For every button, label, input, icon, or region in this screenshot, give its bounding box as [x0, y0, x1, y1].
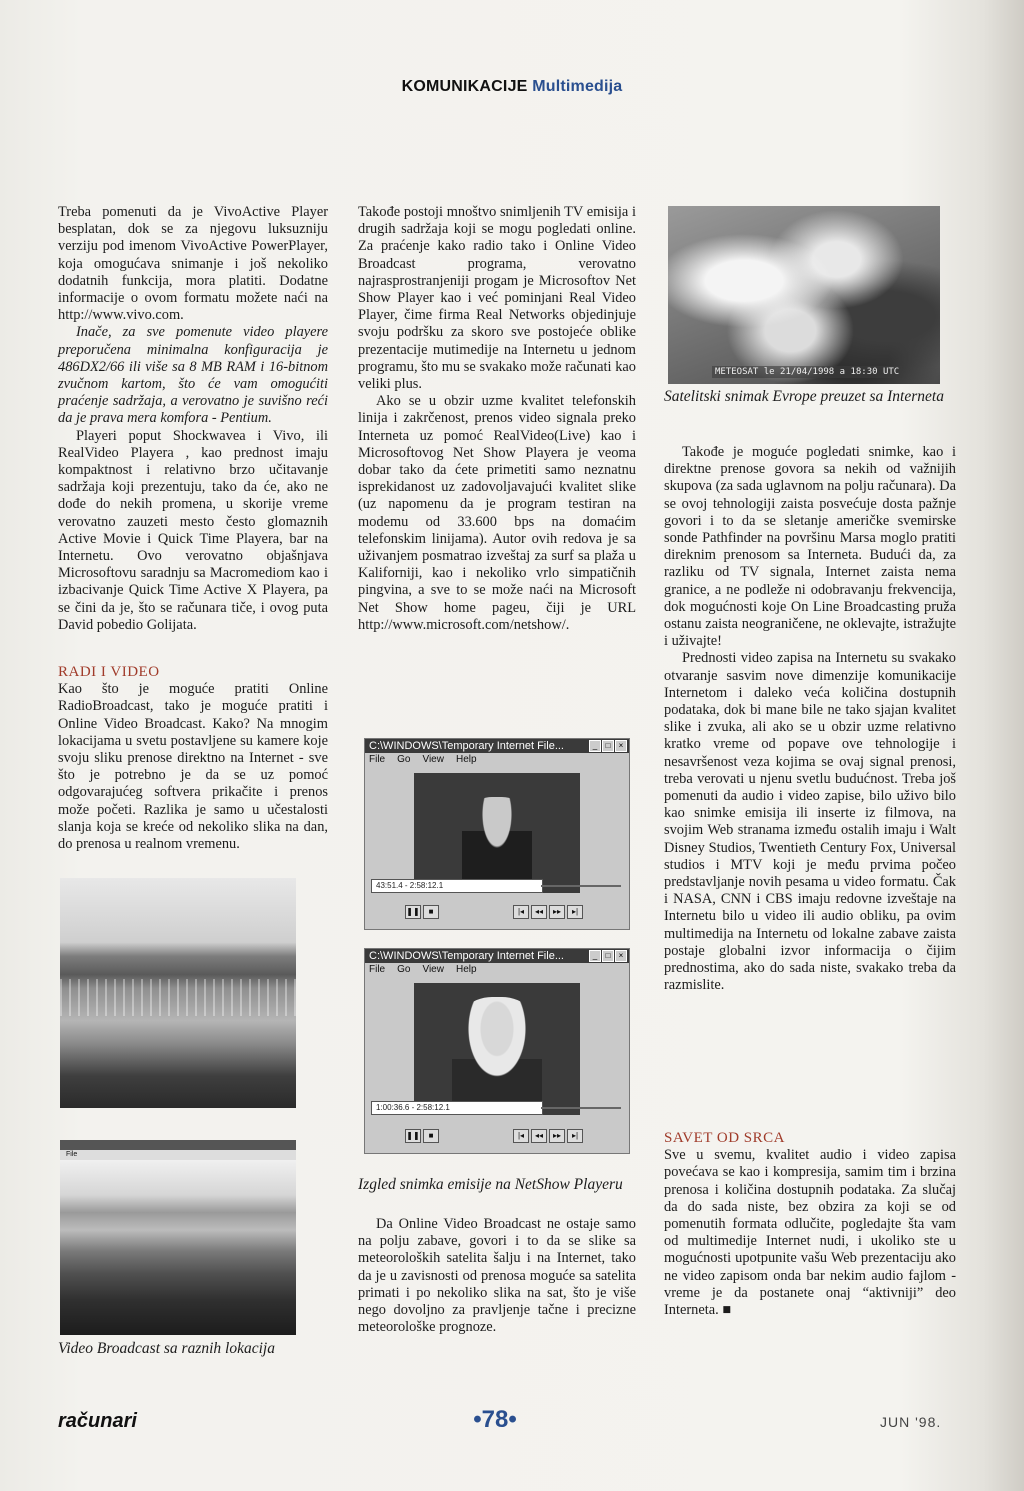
column-1-section — [58, 664, 328, 853]
stop-icon[interactable]: ■ — [423, 1129, 439, 1143]
fast-forward-icon[interactable]: ▸▸ — [549, 905, 565, 919]
window-1-title: C:\WINDOWS\Temporary Internet File... — [369, 740, 564, 752]
maximize-icon[interactable]: □ — [602, 740, 614, 752]
town-image — [60, 1160, 296, 1335]
netshow-caption: Izgled snimka emisije na NetShow Playeru — [358, 1176, 623, 1193]
webcam-window-menu: File — [60, 1150, 296, 1160]
menu-go[interactable]: Go — [397, 964, 411, 975]
satellite-image — [668, 206, 940, 384]
col3-paragraph-2: Prednosti video zapisa na Internetu su svakako otvaranje sasvim nove dimenzije komunikacije Internetom i daleko veća količina dostupnih podataka, dok bi mane bile ne tako sjajan kvalitet slike i zvuka, ali ako se u obzir uzme relativno kratko vreme od popave ove tehnologije i nesavršenost veza kojima se ovaj signal prenosi, treba verovati u njenu svetlu budućnost. Treba još pomenuti da audio i video zapise, bilo uživo bilo kao snimke emisija ili inserte iz filmova, na svojim Web stranama između ostalih imaju i Walt Disney Studios, Twentieth Century Fox, Universal studios i MTV koji je među prvima počeo predstavljanje novih pesama u video formatu. Čak i NASA, CNN i CBS imaju redovne izveštaje na Internetu bilo u video ili audio obliku, pa ovim multimedija na Internetu od lokalne zabave zaista postaje globalni izvor informacija o čijim prednostima, ako do sada niste, svakako treba da razmislite. — [664, 650, 956, 994]
pause-icon[interactable]: ❚❚ — [405, 1129, 421, 1143]
menu-file[interactable]: File — [369, 964, 386, 975]
window-1-titlebar — [365, 739, 629, 753]
window-2-title: C:\WINDOWS\Temporary Internet File... — [369, 950, 564, 962]
menu-go[interactable]: Go — [397, 754, 411, 765]
window-2-seek-slider[interactable] — [541, 1107, 621, 1109]
netshow-window-2 — [364, 948, 630, 1154]
window-2-menubar — [365, 963, 629, 977]
harbor-webcam-photo — [60, 878, 296, 1108]
col3-paragraph-1: Takođe je moguće pogledati snimke, kao i direktne prenose govora sa nekih od važnijih skupova (za sada uglavnom na polju računara). Da se ovoj tehnologiji zaista posvećuje dosta pažnje govori i to da se sletanje američke svemirske sonde Pathfinder na površinu Marsa moglo pratiti direknim prenosom sa Interneta. Budući da, za razliku od TV signala, Internet zaista nema granice, a ne podleže ni odobravanju frekvencija, dok mogućnosti koje On Line Broadcasting pruža ostanu zaista neograničene, ne oklevajte, istražujte i uživajte! — [664, 444, 956, 650]
section-heading-savet-od-srca: SAVET OD SRCA — [664, 1130, 785, 1146]
page-header — [0, 78, 1024, 96]
satellite-timestamp: METEOSAT le 21/04/1998 a 18:30 UTC — [712, 366, 902, 378]
window-1-menubar — [365, 753, 629, 767]
minimize-icon[interactable]: _ — [589, 950, 601, 962]
window-1-video — [414, 773, 580, 893]
col1-paragraph-2: Inače, za sve pomenute video playere preporučena minimalna konfiguracija je 486DX2/66 ili više sa 8 MB RAM i 16-bitnom zvučnom kartom, što će vam omogućiti praćenje sadržaja, a verovatno je suvišno reći da je prava mera komfora - Pentium. — [58, 324, 328, 427]
fast-forward-icon[interactable]: ▸▸ — [549, 1129, 565, 1143]
menu-view[interactable]: View — [422, 754, 444, 765]
menu-file[interactable]: File — [369, 754, 386, 765]
town-webcam-photo — [60, 1140, 296, 1335]
minimize-icon[interactable]: _ — [589, 740, 601, 752]
window-1-seek-slider[interactable] — [541, 885, 621, 887]
col1-paragraph-1: Treba pomenuti da je VivoActive Player besplatan, dok se za njegovu luksuzniju verziju pod imenom VivoActive PowerPlayer, koja omogućava snimanje i još nekoliko dodatnih funkcija, mora platiti. Dodatne informacije o ovom formatu možete naći na http://www.vivo.com. — [58, 204, 328, 324]
close-icon[interactable]: × — [615, 950, 627, 962]
window-2-seek-time: 1:00:36.6 - 2:58:12.1 — [371, 1101, 543, 1115]
satellite-caption: Satelitski snimak Evrope preuzet sa Interneta — [664, 388, 944, 405]
window-1-play-controls — [405, 905, 439, 919]
webcam-window-titlebar — [60, 1140, 296, 1150]
maximize-icon[interactable]: □ — [602, 950, 614, 962]
skip-start-icon[interactable]: |◂ — [513, 1129, 529, 1143]
window-2-titlebar — [365, 949, 629, 963]
pause-icon[interactable]: ❚❚ — [405, 905, 421, 919]
col2-paragraph-2: Ako se u obzir uzme kvalitet telefonskih linija i zakrčenost, prenos video signala preko Interneta uz pomoć RealVideo(Live) kao i Microsoftovog Net Show Playera je veoma dobar tako da ćete primetiti samo neznatnu isprekidanost uz zadovoljavajući kvalitet slike (uz napomenu da je program testiran na modemu od 33.600 bps na domaćim telefonskim linijama). Autor ovih redova je sa uživanjem posmatrao izveštaj za surf sa plaža u Kaliforniji, kao i nekoliko vrlo simpatičnih pingvina, a sve to se može naći na Microsoft Net Show home pageu, čiji je URL http://www.microsoft.com/netshow/. — [358, 393, 636, 633]
column-1 — [58, 204, 328, 634]
col1-paragraph-4: Kao što je moguće pratiti Online RadioBroadcast, tako je moguće pratiti i Online Video Broadcast. Kako? Na mnogim lokacijama u svetu postavljene su kamere koje svoju sliku prenose direktno na Internet - sve što je potrebno je da se uz pomoć odgovarajućeg softvera prikačite i prenos može početi. Razlika je samo u učestalosti slanja koja se kreće od nekoliko slika na dan, do prenosa u realnom vremenu. — [58, 681, 328, 853]
column-2 — [358, 204, 636, 634]
window-2-play-controls — [405, 1129, 439, 1143]
menu-help[interactable]: Help — [455, 754, 477, 765]
menu-view[interactable]: View — [422, 964, 444, 975]
section-heading-radi-i-video: RADI I VIDEO — [58, 664, 160, 680]
presenter-woman — [452, 997, 542, 1103]
window-2-controls — [589, 950, 627, 962]
window-2-video — [414, 983, 580, 1115]
menu-help[interactable]: Help — [455, 964, 477, 975]
col2-paragraph-1: Takođe postoji mnoštvo snimljenih TV emisija i drugih sadržaja koji se mogu pogledati online. Za praćenje kako radio tako i Online Video Broadcast programa, verovatno najrasprostranjeniji progam je Microsoftov Net Show Player kao i već pominjani Real Video Player, čime firma Real Networks objedinjuje svoju podršku za skoro sve postojeće oblike prezentacije mutimedije na Internetu u jednom programu, što mu se svakako može računati kao veliki plus. — [358, 204, 636, 393]
photo-caption-broadcast: Video Broadcast sa raznih lokacija — [58, 1340, 275, 1357]
skip-end-icon[interactable]: ▸| — [567, 1129, 583, 1143]
footer-date: JUN '98. — [880, 1414, 942, 1430]
window-1-nav-controls — [513, 905, 583, 919]
column-3 — [664, 444, 956, 995]
col3-paragraph-3: Sve u svemu, kvalitet audio i video zapisa povećava se kao i kompresija, samim tim i brzina prenosa i količina dostupnih podataka. Za slučaj da do sada niste, bez obzira za koji se od pomenutih formata odlučite, pogledajte šta vam od multimedije Internet nudi, i ukoliko ste u mogućnosti upotpunite vašu Web prezentaciju ako ne video zapisom onda bar nekim audio fajlom - vreme je da postanete onaj “aktivniji” deo Interneta. ■ — [664, 1147, 956, 1319]
rewind-icon[interactable]: ◂◂ — [531, 905, 547, 919]
stop-icon[interactable]: ■ — [423, 905, 439, 919]
skip-end-icon[interactable]: ▸| — [567, 905, 583, 919]
column-2-lower — [358, 1216, 636, 1336]
col1-paragraph-3: Playeri poput Shockwavea i Vivo, ili RealVideo Playera , kao prednost imaju kompaktnost i relativno brzo učitavanje sadržaja koji prezentuju, tako da će, ako ne dođe do nekih promena, u skorije vreme verovatno zauzeti mesto često glomaznih Active Movie i Quick Time Playera, bar na Internetu. Ovo verovatno objašnjava Microsoftovu saradnju sa Macromediom kao i izbacivanje Quick Time Active X Playera, pa se čini da je, što se računara tiče, i ovog puta David pobedio Golijata. — [58, 427, 328, 633]
column-3-section — [664, 1130, 956, 1319]
header-section: KOMUNIKACIJE — [401, 78, 528, 95]
window-1-seek-time: 43:51.4 - 2:58:12.1 — [371, 879, 543, 893]
col2-paragraph-3: Da Online Video Broadcast ne ostaje samo na polju zabave, govori i to da se slike sa meteoroloških satelita šalju i na Internet, tako da je u zavisnosti od prenosa moguće sa satelita primati i po nekoliko slika na sat, što je više nego dovoljno za pravljenje tačne i precizne meteorološke prognoze. — [358, 1216, 636, 1336]
window-2-nav-controls — [513, 1129, 583, 1143]
header-subsection: Multimedija — [532, 78, 623, 95]
netshow-window-1 — [364, 738, 630, 930]
window-1-controls — [589, 740, 627, 752]
close-icon[interactable]: × — [615, 740, 627, 752]
skip-start-icon[interactable]: |◂ — [513, 905, 529, 919]
footer-magazine-name: računari — [58, 1410, 137, 1432]
rewind-icon[interactable]: ◂◂ — [531, 1129, 547, 1143]
footer-page-number: •78• — [473, 1406, 517, 1433]
